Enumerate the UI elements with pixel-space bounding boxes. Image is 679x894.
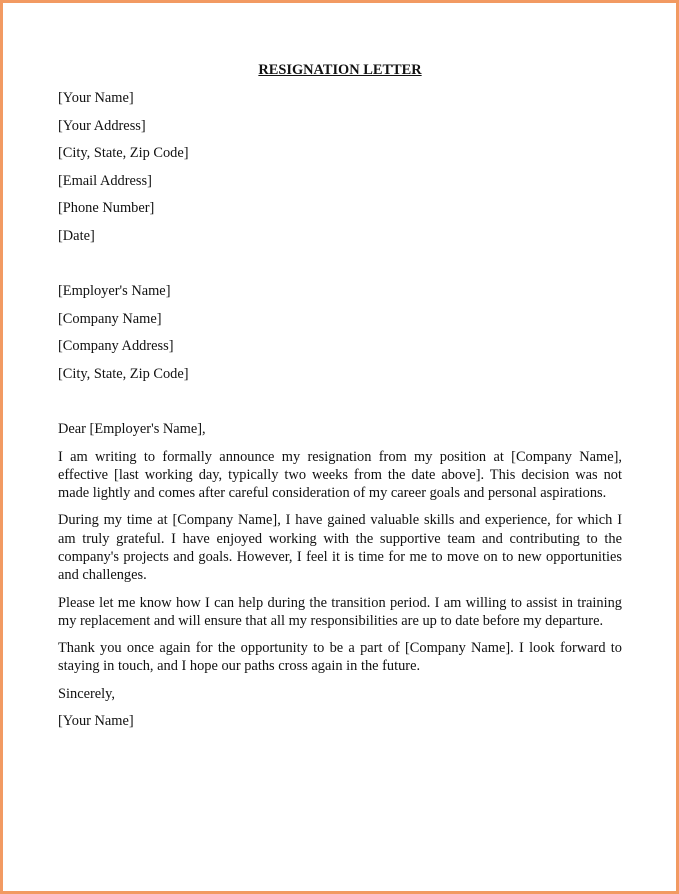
recipient-city-state-zip: [City, State, Zip Code] — [58, 365, 189, 382]
letter-date: [Date] — [58, 227, 95, 244]
recipient-address: [Company Address] — [58, 338, 174, 354]
paragraph-announcement: I am writing to formally announce my resignation from my position at [Company Name], effective [last working day, typically two weeks from the date above]. This decision was not made lightly and comes after careful consideration of my career goals and personal aspirations. — [58, 448, 622, 502]
recipient-company: [Company Name] — [58, 310, 162, 327]
sender-block — [58, 89, 622, 245]
letter-body — [58, 61, 622, 740]
sender-email: [Email Address] — [58, 172, 152, 189]
signature: [Your Name] — [58, 713, 134, 730]
paragraph-transition: Please let me know how I can help during the transition period. I am willing to assist in training my replacement and will ensure that all my responsibilities are up to date before my departure. — [58, 594, 622, 629]
spacer — [58, 392, 622, 420]
paragraph-thanks: Thank you once again for the opportunity to be a part of [Company Name]. I look forward to staying in touch, and I hope our paths cross again in the future. — [58, 640, 622, 675]
sender-address: [Your Address] — [58, 117, 146, 134]
recipient-block — [58, 282, 622, 383]
salutation: Dear [Employer's Name], — [58, 421, 206, 437]
spacer — [58, 254, 622, 282]
closing: Sincerely, — [58, 685, 116, 702]
sender-phone: [Phone Number] — [58, 200, 155, 216]
sender-name: [Your Name] — [58, 90, 134, 106]
paragraph-gratitude: During my time at [Company Name], I have gained valuable skills and experience, for which I am truly grateful. I have enjoyed working with the supportive team and contributing to the company's projects and goals. However, I feel it is time for me to move on to new opportunities and challenges. — [58, 512, 622, 584]
letter-title: RESIGNATION LETTER — [258, 62, 422, 78]
recipient-name: [Employer's Name] — [58, 283, 171, 299]
sender-city-state-zip: [City, State, Zip Code] — [58, 145, 189, 161]
